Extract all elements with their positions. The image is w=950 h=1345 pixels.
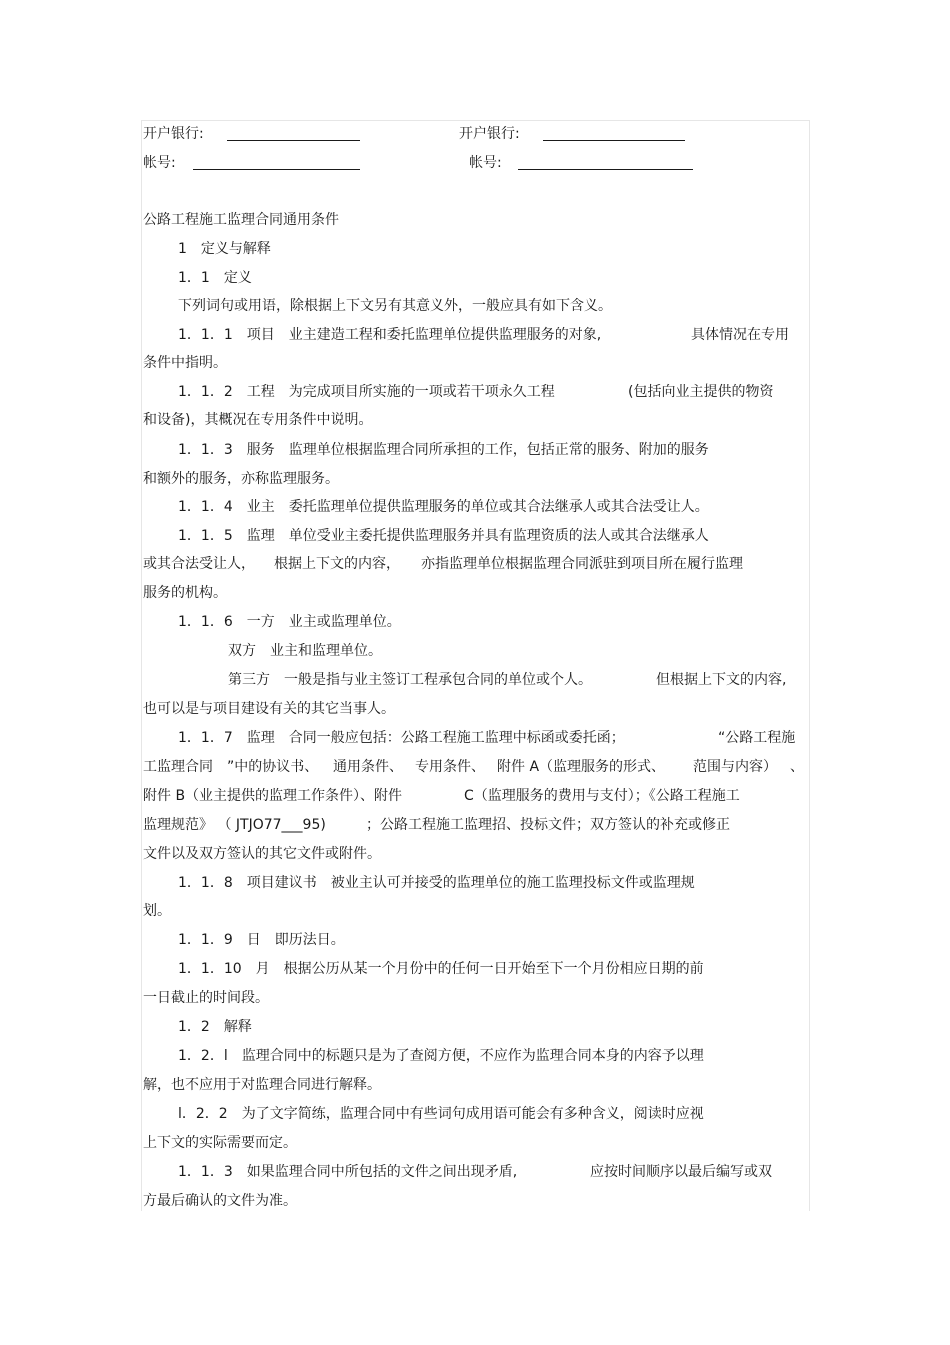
- text-line: 划。: [143, 903, 171, 919]
- bank-blank-right: [543, 126, 685, 141]
- account-label-right: 帐号:: [469, 155, 502, 171]
- text-line: 也可以是与项目建设有关的其它当事人。: [143, 701, 395, 717]
- paragraph: 下列词句或用语，除根据上下文另有其意义外，一般应具有如下含义。: [178, 298, 612, 314]
- account-label-left: 帐号:: [143, 155, 176, 171]
- clause-1-1-3-b: 1．1．3 如果监理合同中所包括的文件之间出现矛盾,: [178, 1164, 518, 1180]
- clause-1-1-9: 1．1．9 日 即历法日。: [178, 932, 345, 948]
- text-line: 解，也不应用于对监理合同进行解释。: [143, 1077, 381, 1093]
- clause-1-1-10: 1．1．10 月 根据公历从某一个月份中的任何一日开始至下一个月份相应日期的前: [178, 961, 704, 977]
- bank-label-left: 开户银行:: [143, 126, 204, 142]
- text-line: 一日截止的时间段。: [143, 990, 269, 1006]
- text-line: C（监理服务的费用与支付）；《公路工程施工: [464, 788, 740, 804]
- clause-1-1-1: 1．1．1 项目 业主建造工程和委托监理单位提供监理服务的对象,: [178, 327, 602, 343]
- text-line: 第三方 一般是指与业主签订工程承包合同的单位或个人。: [228, 672, 592, 688]
- text-line: “公路工程施: [718, 730, 796, 746]
- clause-1-1-2-cont: (包括向业主提供的物资: [628, 384, 774, 400]
- text-line: 但根据上下文的内容,: [656, 672, 787, 688]
- text-line: 上下文的实际需要而定。: [143, 1135, 297, 1151]
- text-line: ；公路工程施工监理招、投标文件；双方签认的补充或修正: [366, 817, 730, 833]
- text-line: 监理规范》 （ JTJO77___95): [143, 817, 326, 833]
- doc-title: 公路工程施工监理合同通用条件: [143, 212, 339, 228]
- text-line: 和额外的服务，亦称监理服务。: [143, 471, 339, 487]
- text-line: 、: [790, 759, 804, 775]
- text-line: 附件 A（监理服务的形式、: [497, 759, 666, 775]
- text-line: 和设备)，其概况在专用条件中说明。: [143, 412, 373, 428]
- account-blank-right: [518, 155, 693, 170]
- text-line: 文件以及双方签认的其它文件或附件。: [143, 846, 381, 862]
- text-line: 应按时间顺序以最后编写或双: [590, 1164, 772, 1180]
- clause-1-1-3: 1．1．3 服务 监理单位根据监理合同所承担的工作，包括正常的服务、附加的服务: [178, 442, 709, 458]
- text-line: 根据上下文的内容，: [274, 556, 400, 572]
- bank-label-right: 开户银行:: [459, 126, 520, 142]
- text-line: 工监理合同 ”中的协议书、: [143, 759, 319, 775]
- clause-1-1-7: 1．1．7 监理 合同一般应包括：公路工程施工监理中标函或委托函；: [178, 730, 625, 746]
- heading-1-2: 1．2 解释: [178, 1019, 252, 1035]
- text-line: 亦指监理单位根据监理合同派驻到项目所在履行监理: [421, 556, 743, 572]
- clause-1-1-8: 1．1．8 项目建议书 被业主认可并接受的监理单位的施工监理投标文件或监理规: [178, 875, 695, 891]
- clause-1-1-1-cont: 具体情况在专用: [691, 327, 789, 343]
- bank-blank-left: [227, 126, 360, 141]
- clause-1-1-5: 1．1．5 监理 单位受业主委托提供监理服务并具有监理资质的法人或其合法继承人: [178, 528, 709, 544]
- clause-1-1-2: 1．1．2 工程 为完成项目所实施的一项或若干项永久工程: [178, 384, 555, 400]
- text-line: 双方 业主和监理单位。: [228, 643, 382, 659]
- text-line: 附件 B（业主提供的监理工作条件）、附件: [143, 788, 403, 804]
- text-line: 范围与内容）: [693, 759, 777, 775]
- text-line: 通用条件、: [333, 759, 403, 775]
- clause-1-2-2: l．2．2 为了文字简练，监理合同中有些词句成用语可能会有多种含义，阅读时应视: [178, 1106, 704, 1122]
- heading-1: 1 定义与解释: [178, 241, 271, 257]
- text-line: 方最后确认的文件为准。: [143, 1193, 297, 1209]
- text-line: 专用条件、: [415, 759, 485, 775]
- text-line: 或其合法受让人，: [143, 556, 255, 572]
- clause-1-1-6: 1．1．6 一方 业主或监理单位。: [178, 614, 401, 630]
- text-line: 服务的机构。: [143, 585, 227, 601]
- heading-1-1: 1．1 定义: [178, 270, 252, 286]
- text-line: 条件中指明。: [143, 355, 227, 371]
- clause-1-2-1: 1．2．l 监理合同中的标题只是为了查阅方便，不应作为监理合同本身的内容予以理: [178, 1048, 704, 1064]
- clause-1-1-4: 1．1．4 业主 委托监理单位提供监理服务的单位或其合法继承人或其合法受让人。: [178, 499, 709, 515]
- account-blank-left: [193, 155, 360, 170]
